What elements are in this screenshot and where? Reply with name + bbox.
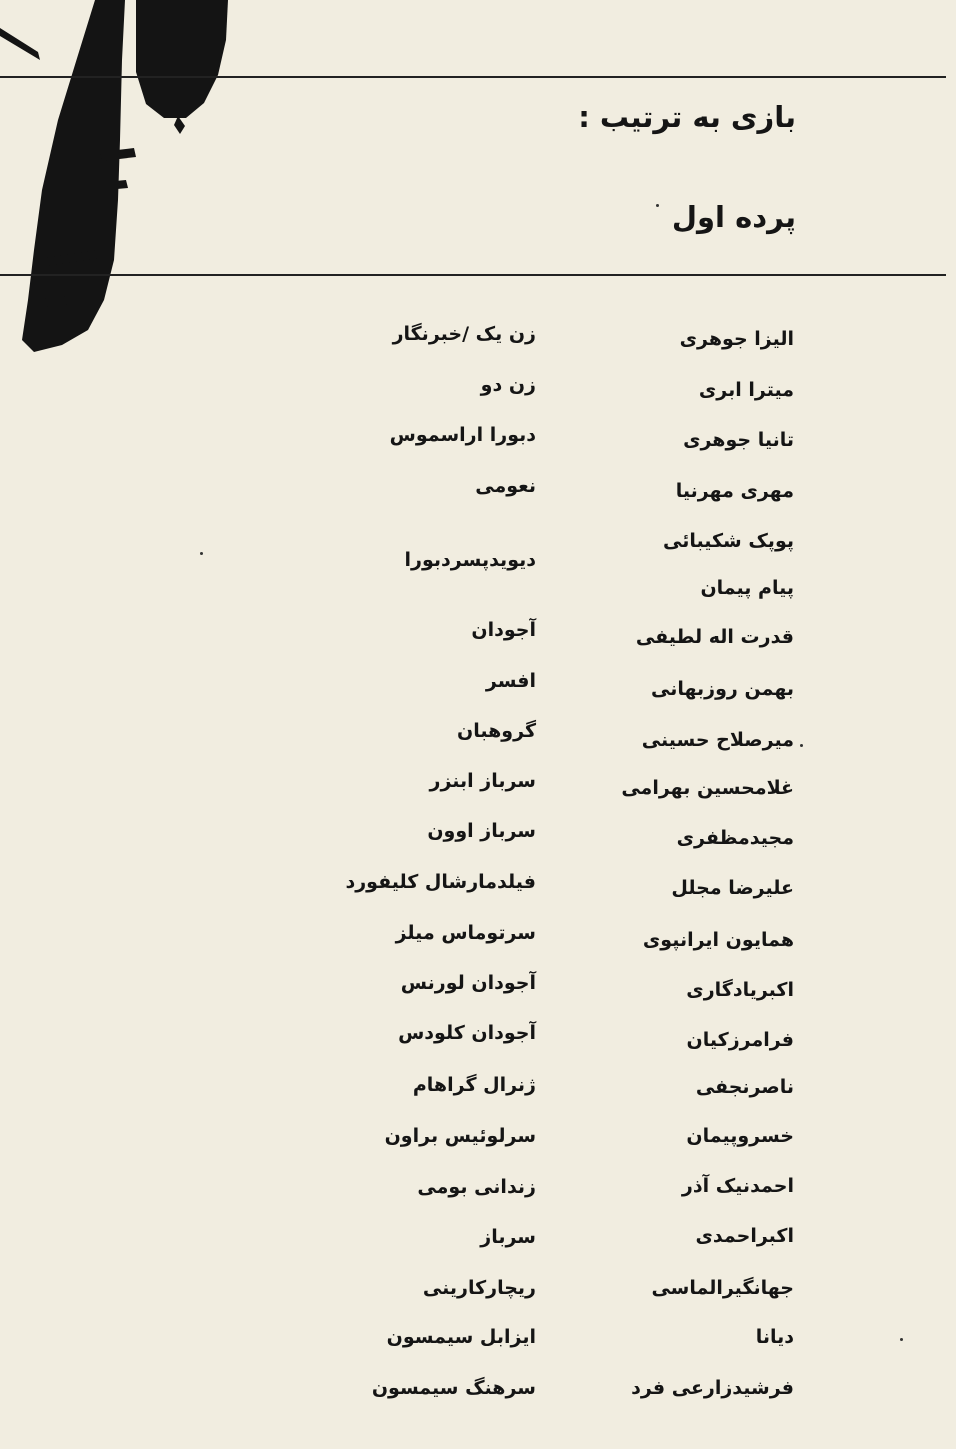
print-speck — [900, 1338, 903, 1341]
print-speck — [656, 204, 659, 207]
cast-role: فیلدمارشال کلیفورد — [345, 871, 536, 893]
cast-role: سرباز اوون — [427, 820, 536, 842]
cast-actor: بهمن روزبهانی — [651, 678, 794, 700]
cast-role: زن یک /خبرنگار — [392, 323, 536, 345]
cast-role: ایزابل سیمسون — [386, 1326, 536, 1348]
cast-role: آجودان لورنس — [400, 972, 536, 994]
cast-actor: احمدنیک آذر — [681, 1175, 794, 1197]
cast-role: ژنرال گراهام — [412, 1074, 536, 1096]
cast-actor: فرشیدزارعی فرد — [631, 1377, 794, 1399]
cast-actor: میرصلاح حسینی — [641, 729, 794, 751]
cast-role: گروهبان — [457, 720, 536, 742]
cast-actor: همایون ایرانپوی — [642, 929, 794, 951]
cast-actor: پوپک شکیبائی — [663, 530, 794, 552]
print-speck — [200, 552, 203, 555]
cast-actor: فرامرزکیان — [686, 1029, 794, 1051]
cast-role: دیویدپسردبورا — [404, 549, 536, 571]
cast-actor: تانیا جوهری — [683, 429, 794, 451]
cast-heading: بازی به ترتیب : — [578, 100, 796, 134]
cast-role: سرباز — [480, 1226, 536, 1248]
cast-role: زن دو — [480, 374, 536, 396]
cast-role: آجودان کلودس — [398, 1022, 536, 1044]
cast-actor: ناصرنجفی — [695, 1076, 794, 1098]
cast-role: زندانی بومی — [417, 1176, 536, 1198]
cast-actor: قدرت اله لطیفی — [635, 626, 794, 648]
cast-actor: خسروپیمان — [686, 1125, 794, 1147]
cast-role: دبورا اراسموس — [389, 424, 536, 446]
cast-role: سرلوئیس براون — [384, 1125, 536, 1147]
cast-role: سرتوماس میلز — [395, 922, 536, 944]
cast-role: آجودان — [471, 619, 536, 641]
cast-actor: میترا ابری — [698, 379, 794, 401]
cast-role: سرباز ابنزر — [429, 770, 536, 792]
cast-actor: اکبراحمدی — [695, 1225, 794, 1247]
cast-role: افسر — [485, 670, 536, 692]
cast-actor: مهری مهرنیا — [675, 480, 794, 502]
cast-actor: غلامحسین بهرامی — [621, 777, 794, 799]
cast-actor: پیام پیمان — [700, 577, 794, 599]
cast-actor: مجیدمظفری — [676, 827, 794, 849]
cast-role: سرهنگ سیمسون — [371, 1377, 536, 1399]
cast-actor: علیرضا مجلل — [671, 877, 794, 899]
cast-role: ریچارکارینی — [422, 1277, 536, 1299]
cast-actor: دیانا — [755, 1326, 794, 1348]
cast-actor: اکبریادگاری — [686, 979, 794, 1001]
act-heading: پرده اول — [671, 200, 796, 234]
cast-actor: جهانگیرالماسی — [651, 1277, 794, 1299]
print-speck — [800, 744, 803, 747]
cast-actor: الیزا جوهری — [679, 328, 794, 350]
cast-role: نعومی — [475, 475, 536, 497]
